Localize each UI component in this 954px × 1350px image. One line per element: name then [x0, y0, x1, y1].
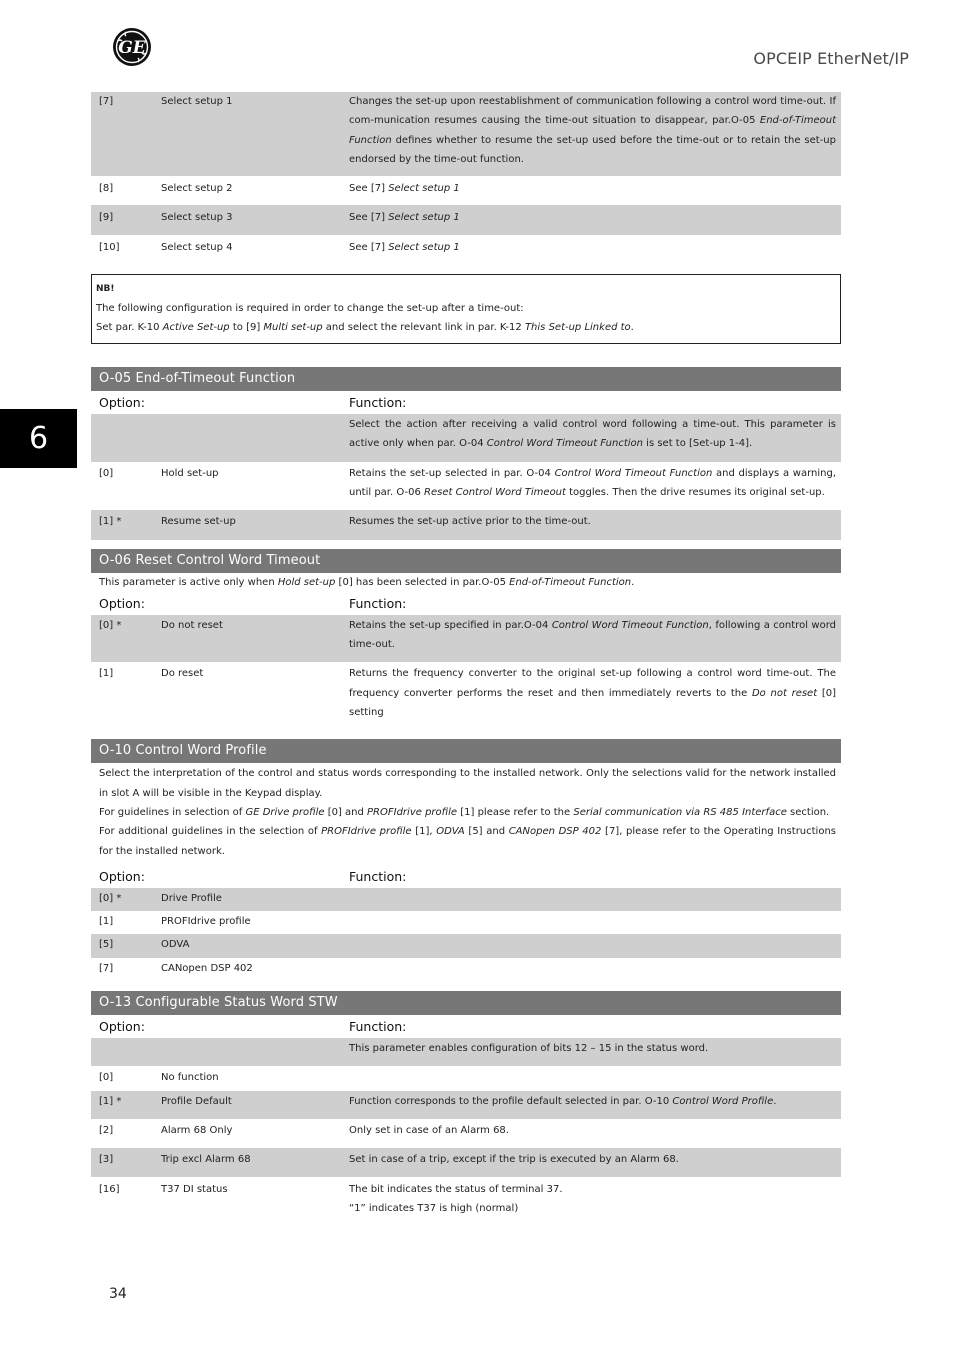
section-title: O-05 End-of-Timeout Function — [91, 367, 841, 391]
section-description: For guidelines in selection of GE Drive profile [0] and PROFIdrive profile [1] please refer to the Serial communication via RS 485 Interface section. — [99, 806, 830, 818]
option-header: Option: — [99, 395, 145, 411]
option-name: ODVA — [161, 939, 190, 951]
option-code: [7] — [99, 96, 114, 107]
table-row — [91, 662, 841, 730]
table-row — [91, 1177, 841, 1227]
svg-text:GE: GE — [118, 38, 146, 58]
option-name — [161, 415, 349, 454]
table-row — [91, 510, 841, 539]
option-description: Only set in case of an Alarm 68. — [349, 1124, 509, 1136]
table-row — [91, 414, 841, 462]
parameter-section — [91, 991, 841, 1226]
option-header: Option: — [99, 1019, 145, 1035]
option-description: Function corresponds to the profile default selected in par. O-10 Control Word Profile. — [349, 1095, 777, 1107]
option-code: [2] — [99, 1124, 114, 1136]
option-name: Profile Default — [161, 1095, 232, 1107]
table-row — [91, 958, 841, 981]
column-header — [91, 391, 841, 414]
option-name: Trip excl Alarm 68 — [161, 1154, 251, 1166]
section-description: This parameter is active only when Hold set-up [0] has been selected in par.O-05 End-of-Timeout Function. — [99, 576, 635, 588]
section-description: Select the interpretation of the control and status words corresponding to the installed network. Only the selections valid for the network installed in slot A will be visible in the Keypad display. — [99, 768, 836, 799]
table-row — [91, 1066, 841, 1090]
table-row — [91, 615, 841, 663]
option-name: T37 DI status — [161, 1183, 228, 1195]
option-code: [3] — [99, 1154, 114, 1166]
setup-table — [91, 92, 841, 264]
option-description: See [7] Select setup 1 — [349, 241, 460, 253]
option-description — [349, 935, 841, 954]
column-header — [91, 592, 841, 615]
option-name: Drive Profile — [161, 892, 222, 904]
parameter-section — [91, 549, 841, 731]
option-header: Option: — [99, 595, 145, 611]
ge-logo — [112, 27, 152, 67]
option-code: [0] * — [99, 619, 122, 631]
option-description: Changes the set-up upon reestablishment of communication following a control word time-out. If com-munication resumes causing the time-out situation to disappear, par.O-05 End-of-Timeout Function defines whether to resume the set-up used before the time-out or to retain the set-up endorsed by the time-out function. — [349, 96, 836, 165]
option-code: [16] — [99, 1183, 120, 1195]
option-code: [1] * — [99, 1095, 122, 1107]
option-code — [91, 415, 161, 454]
table-row — [91, 911, 841, 934]
option-description: Set in case of a trip, except if the trip is executed by an Alarm 68. — [349, 1154, 679, 1166]
table-row — [91, 462, 841, 511]
table-row — [91, 235, 841, 264]
option-description: Retains the set-up selected in par. O-04 Control Word Timeout Function and displays a warning, until par. O-06 Reset Control Word Timeout toggles. Then the drive resumes its original set-up. — [349, 467, 836, 498]
option-description: Retains the set-up specified in par.O-04 Control Word Timeout Function, following a control word time-out. — [349, 619, 836, 651]
option-name: Do not reset — [161, 619, 223, 631]
option-code: [5] — [99, 939, 114, 951]
option-code: [0] — [99, 1072, 114, 1084]
option-description — [349, 959, 841, 978]
option-description: See [7] Select setup 1 — [349, 212, 460, 224]
table-row — [91, 1119, 841, 1148]
note-line: The following configuration is required in order to change the set-up after a time-out: — [96, 303, 524, 315]
document-title: OPCEIP EtherNet/IP — [753, 49, 909, 68]
parameter-section — [91, 367, 841, 539]
option-description: Resumes the set-up active prior to the time-out. — [349, 516, 591, 528]
note-line: Set par. K-10 Active Set-up to [9] Multi set-up and select the relevant link in par. K-12 This Set-up Linked to. — [96, 322, 634, 334]
option-description — [349, 1068, 841, 1087]
option-code: [0] * — [99, 892, 122, 904]
table-row — [91, 888, 841, 911]
option-description: The bit indicates the status of terminal 37. “1” indicates T37 is high (normal) — [349, 1183, 563, 1214]
option-code: [8] — [99, 183, 114, 195]
option-description: Select the action after receiving a valid control word following a time-out. This parameter is active only when par. O-04 Control Word Timeout Function is set to [Set-up 1-4]. — [349, 419, 836, 450]
option-name: Select setup 1 — [161, 96, 233, 107]
section-title: O-13 Configurable Status Word STW — [91, 991, 841, 1015]
note-label: NB! — [96, 284, 115, 295]
option-name: Resume set-up — [161, 516, 236, 528]
page-number: 34 — [109, 1286, 127, 1302]
column-header — [91, 865, 841, 888]
option-name — [161, 1039, 349, 1058]
option-name: Select setup 2 — [161, 183, 233, 195]
table-row — [91, 205, 841, 234]
option-code: [9] — [99, 212, 114, 224]
section-title: O-10 Control Word Profile — [91, 739, 841, 763]
option-name: Hold set-up — [161, 467, 219, 479]
note-box — [91, 274, 841, 344]
function-header: Function: — [349, 395, 407, 411]
option-code: [10] — [99, 241, 120, 253]
function-header: Function: — [349, 595, 407, 611]
option-name: Select setup 4 — [161, 241, 233, 253]
function-header: Function: — [349, 1019, 407, 1035]
option-code — [91, 1039, 161, 1058]
option-code: [0] — [99, 467, 114, 479]
page-content — [91, 92, 841, 1226]
option-description: See [7] Select setup 1 — [349, 183, 460, 195]
option-description — [349, 912, 841, 931]
option-name: No function — [161, 1072, 219, 1084]
column-header — [91, 1015, 841, 1038]
option-code: [1] * — [99, 516, 122, 528]
option-name: CANopen DSP 402 — [161, 962, 253, 974]
option-name: Select setup 3 — [161, 212, 233, 224]
option-name: Alarm 68 Only — [161, 1124, 233, 1136]
option-code: [1] — [99, 916, 114, 928]
table-row — [91, 176, 841, 205]
table-row — [91, 1091, 841, 1119]
parameter-section — [91, 739, 841, 981]
option-code: [7] — [99, 962, 114, 974]
option-description: This parameter enables configuration of bits 12 – 15 in the status word. — [349, 1043, 709, 1055]
chapter-tab: 6 — [0, 409, 77, 468]
table-row — [91, 1148, 841, 1176]
option-description — [349, 889, 841, 908]
table-row — [91, 92, 841, 176]
option-code: [1] — [99, 668, 114, 680]
option-description: Returns the frequency converter to the original set-up following a control word time-out. The frequency converter performs the reset and then immediately reverts to the Do not reset [0] setting — [349, 668, 837, 719]
option-name: Do reset — [161, 668, 204, 680]
table-row — [91, 934, 841, 957]
option-name: PROFIdrive profile — [161, 916, 251, 928]
function-header: Function: — [349, 868, 407, 884]
option-header: Option: — [99, 868, 145, 884]
section-description: For additional guidelines in the selection of PROFIdrive profile [1], ODVA [5] and CANopen DSP 402 [7], please refer to the Operating Instructions for the installed network. — [99, 826, 836, 857]
table-row — [91, 1038, 841, 1066]
section-title: O-06 Reset Control Word Timeout — [91, 549, 841, 573]
